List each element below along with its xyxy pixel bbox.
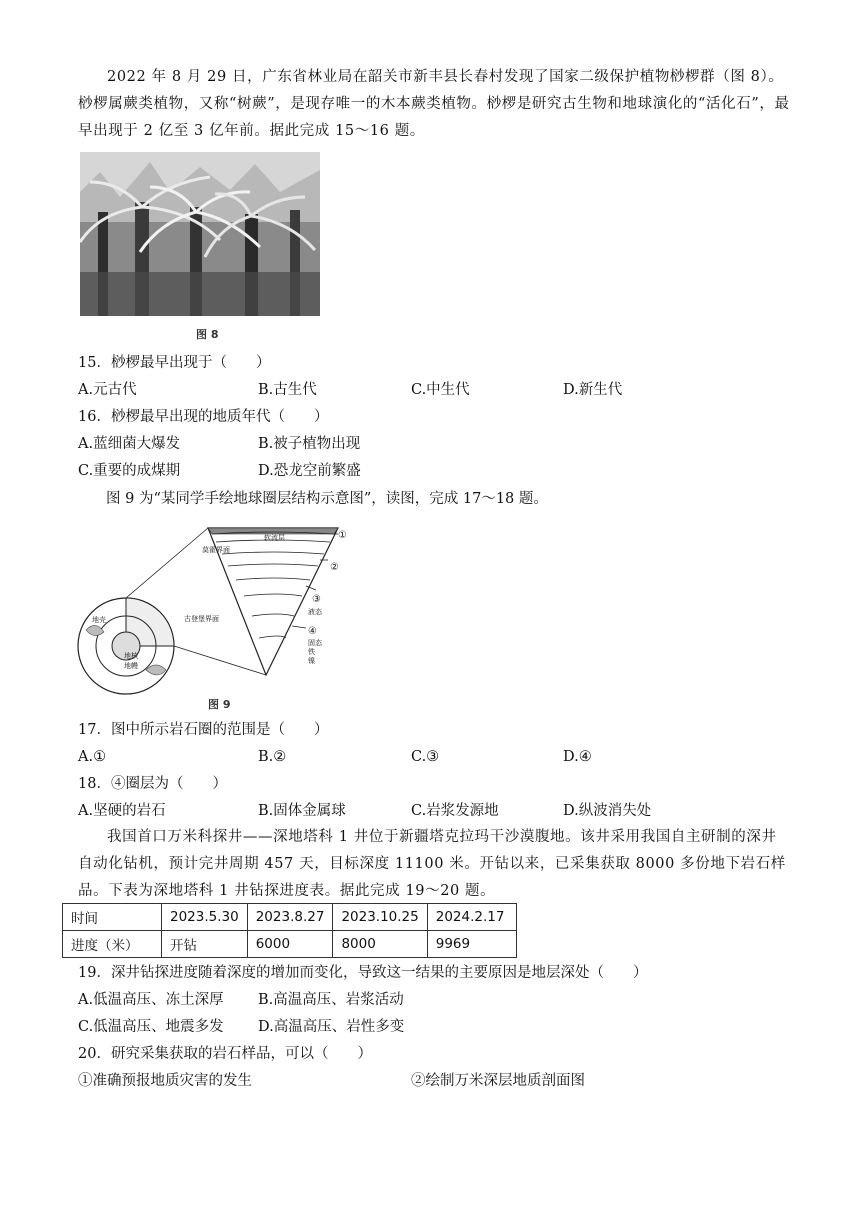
q18-option-c: C.岩浆发源地 bbox=[411, 803, 499, 819]
label-yetai: 液态 bbox=[308, 608, 322, 616]
q19-option-a: A.低温高压、冻土深厚 bbox=[78, 992, 224, 1008]
marker-2: ② bbox=[330, 562, 339, 573]
q20-statement-1: ①准确预报地质灾害的发生 bbox=[78, 1073, 252, 1089]
table-cell: 8000 bbox=[333, 931, 427, 958]
q15-option-b: B.古生代 bbox=[258, 382, 317, 398]
q16-option-b: B.被子植物出现 bbox=[258, 436, 361, 452]
question-17-stem: 17．图中所示岩石圈的范围是（ ） bbox=[78, 722, 329, 738]
label-ruanliuceng: 软流层 bbox=[264, 534, 285, 542]
q15-option-a: A.元古代 bbox=[78, 382, 137, 398]
question-15-stem: 15．桫椤最早出现于（ ） bbox=[78, 355, 271, 371]
q19-option-d: D.高温高压、岩性多变 bbox=[258, 1019, 405, 1035]
table-row bbox=[63, 931, 517, 958]
question-19-stem: 19．深井钻探进度随着深度的增加而变化，导致这一结果的主要原因是地层深处（ ） bbox=[78, 965, 648, 981]
label-diqiao: 地壳 bbox=[92, 616, 106, 624]
marker-1: ① bbox=[338, 530, 347, 541]
label-gutai: 固态 bbox=[308, 639, 322, 647]
marker-3: ③ bbox=[312, 594, 321, 605]
question-18-stem: 18．④圈层为（ ） bbox=[78, 776, 227, 792]
intro-paragraph-17-18: 图 9 为“某同学手绘地球圈层结构示意图”，读图，完成 17～18 题。 bbox=[106, 491, 548, 507]
q18-option-b: B.固体金属球 bbox=[258, 803, 346, 819]
q17-option-d: D.④ bbox=[563, 749, 592, 765]
q15-option-c: C.中生代 bbox=[411, 382, 470, 398]
label-mohe: 莫霍界面 bbox=[202, 546, 230, 554]
figure-9-caption: 图 9 bbox=[208, 698, 231, 711]
table-header-cell: 时间 bbox=[63, 904, 162, 931]
q16-option-c: C.重要的成煤期 bbox=[78, 463, 181, 479]
q19-option-c: C.低温高压、地震多发 bbox=[78, 1019, 224, 1035]
q18-option-d: D.纵波消失处 bbox=[563, 803, 652, 819]
q15-option-d: D.新生代 bbox=[563, 382, 623, 398]
table-cell: 2023.8.27 bbox=[247, 904, 333, 931]
q20-statement-2: ②绘制万米深层地质剖面图 bbox=[411, 1073, 585, 1089]
label-tie: 铁 bbox=[308, 648, 315, 656]
figure-8-caption: 图 8 bbox=[196, 328, 219, 341]
q17-option-c: C.③ bbox=[411, 749, 440, 765]
table-cell: 2023.10.25 bbox=[333, 904, 427, 931]
table-cell: 2024.2.17 bbox=[427, 904, 516, 931]
drilling-progress-table bbox=[62, 903, 517, 958]
marker-4: ④ bbox=[308, 626, 317, 637]
intro-paragraph-15-16: 2022 年 8 月 29 日，广东省林业局在韶关市新丰县长春村发现了国家二级保护植物桫椤群（图 8）。桫椤属蕨类植物，又称“树蕨”，是现存唯一的木本蕨类植物。桫椤是研究古生物和地球演化的“活化石”，最早出现于 2 亿至 3 亿年前。据此完成 15～16 题。 bbox=[78, 69, 790, 139]
question-20-stem: 20．研究采集获取的岩石样品，可以（ ） bbox=[78, 1046, 372, 1062]
q17-option-a: A.① bbox=[78, 749, 107, 765]
label-gutenbao: 古登堡界面 bbox=[184, 615, 219, 623]
q18-option-a: A.坚硬的岩石 bbox=[78, 803, 166, 819]
earth-layers-diagram bbox=[76, 520, 352, 700]
intro-paragraph-19-20: 我国首口万米科探井——深地塔科 1 井位于新疆塔克拉玛干沙漠腹地。该井采用我国自主研制的深井自动化钻机，预计完井周期 457 天，目标深度 11100 米。开钻以来，已采集获取 8000 多份地下岩石样品。下表为深地塔科 1 井钻探进度表。据此完成 19～20 题。 bbox=[78, 829, 786, 899]
q17-option-b: B.② bbox=[258, 749, 287, 765]
table-row bbox=[63, 904, 517, 931]
table-cell: 9969 bbox=[427, 931, 516, 958]
label-diman: 地幔 bbox=[124, 662, 138, 670]
table-cell: 开钻 bbox=[162, 931, 248, 958]
table-cell: 2023.5.30 bbox=[162, 904, 248, 931]
q16-option-d: D.恐龙空前繁盛 bbox=[258, 463, 361, 479]
question-16-stem: 16．桫椤最早出现的地质年代（ ） bbox=[78, 409, 329, 425]
label-dihe: 地核 bbox=[124, 652, 138, 660]
q19-option-b: B.高温高压、岩浆活动 bbox=[258, 992, 404, 1008]
table-header-cell: 进度（米） bbox=[63, 931, 162, 958]
label-nie: 镍 bbox=[308, 657, 315, 665]
tree-fern-photo bbox=[80, 152, 320, 316]
table-cell: 6000 bbox=[247, 931, 333, 958]
q16-option-a: A.蓝细菌大爆发 bbox=[78, 436, 181, 452]
